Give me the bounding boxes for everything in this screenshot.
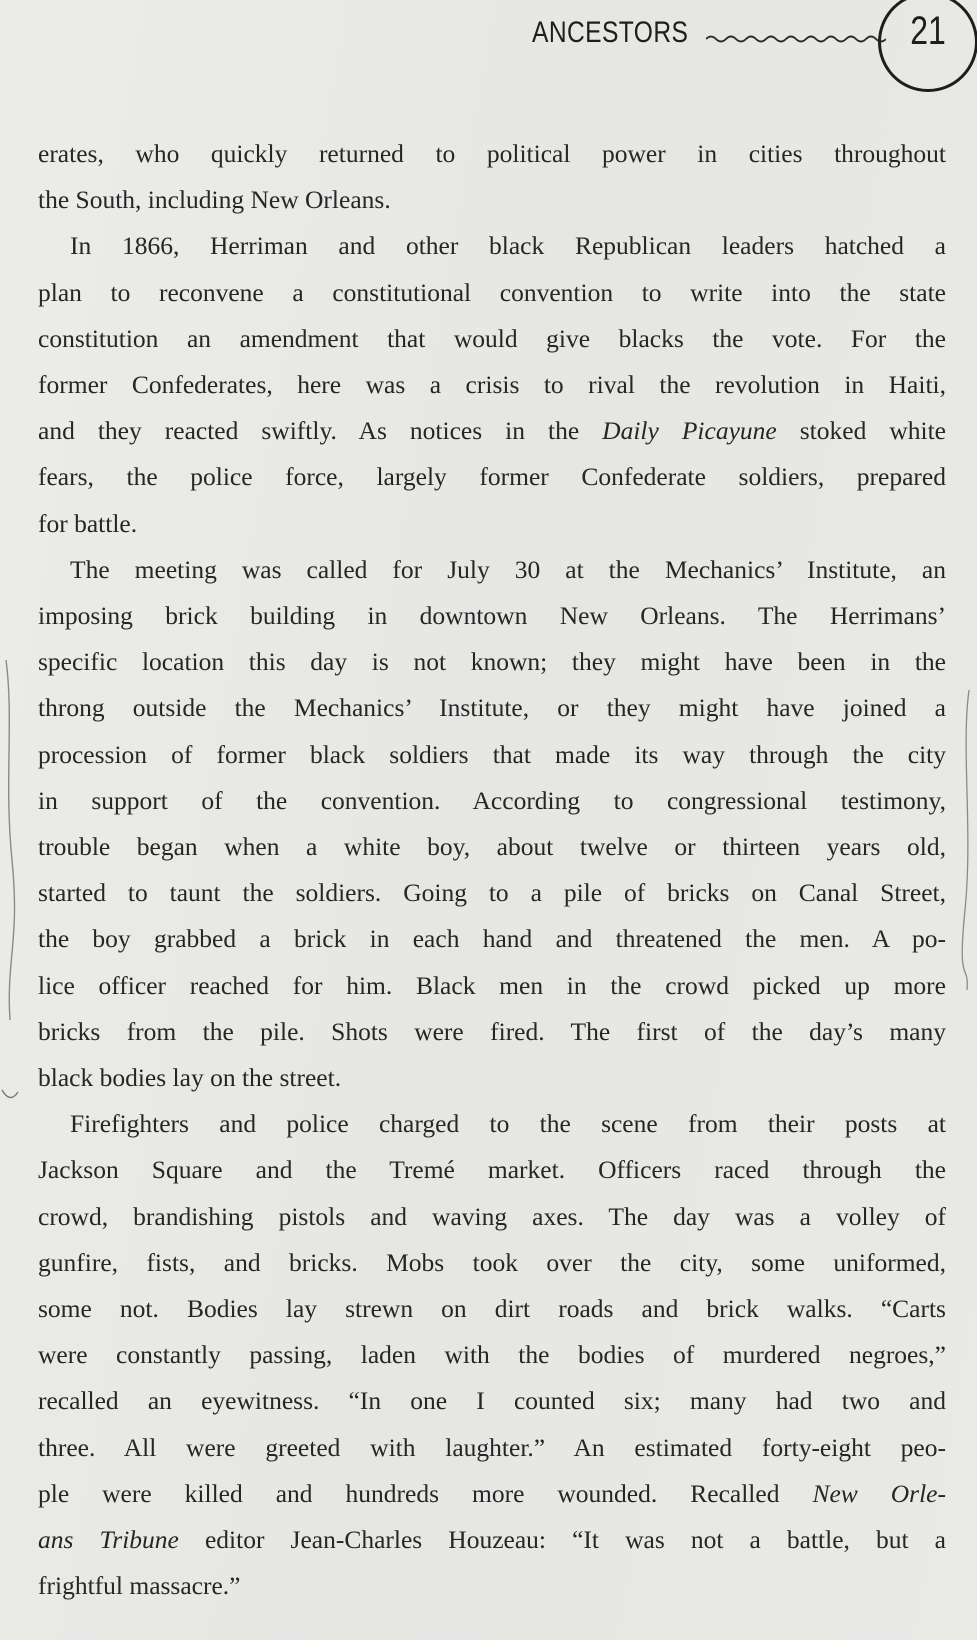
text-line: crowd, brandishing pistols and waving axes. The day was a volley of — [38, 1201, 946, 1231]
text-line: erates, who quickly returned to political power in cities throughout — [38, 139, 946, 168]
text-line: The meeting was called for July 30 at the Mechanics’ Institute, an — [70, 554, 946, 584]
text-line: throng outside the Mechanics’ Institute, or they might have joined a — [38, 693, 946, 723]
text-line: plan to reconvene a constitutional convention to write into the state — [38, 277, 946, 307]
text-line: were constantly passing, laden with the bodies of murdered negroes,” — [38, 1340, 946, 1370]
wavy-rule-icon — [706, 24, 886, 54]
text-line: gunfire, fists, and bricks. Mobs took over the city, some uniformed, — [38, 1247, 946, 1277]
paragraph — [38, 223, 946, 546]
text-line: fears, the police force, largely former Confederate soldiers, prepared — [38, 462, 946, 492]
text-line: ans Tribune editor Jean-Charles Houzeau: “It was not a battle, but a — [38, 1525, 946, 1555]
page-number: 21 — [910, 9, 946, 53]
text-line: and they reacted swiftly. As notices in the Daily Picayune stoked white — [38, 416, 946, 446]
text-line: started to taunt the soldiers. Going to a pile of bricks on Canal Street, — [38, 878, 946, 908]
text-line: lice officer reached for him. Black men in the crowd picked up more — [38, 970, 946, 1000]
text-line: black bodies lay on the street. — [38, 1063, 342, 1093]
pencil-margin-mark-right-icon — [955, 690, 977, 990]
text-line: bricks from the pile. Shots were fired. The first of the day’s many — [38, 1016, 946, 1046]
body-text — [38, 131, 946, 1610]
pencil-margin-mark-icon — [0, 660, 30, 1120]
text-line: ple were killed and hundreds more wounded. Recalled New Orle- — [38, 1478, 946, 1508]
text-line: some not. Bodies lay strewn on dirt roads and brick walks. “Carts — [38, 1294, 946, 1324]
italic-title: New Orle- — [812, 1478, 946, 1508]
text-line: for battle. — [38, 508, 138, 538]
text-line: imposing brick building in downtown New Orleans. The Herrimans’ — [38, 601, 946, 631]
text-line: constitution an amendment that would give blacks the vote. For the — [38, 323, 946, 353]
text-line: the boy grabbed a brick in each hand and threatened the men. A po- — [38, 924, 946, 954]
paragraph — [38, 1101, 946, 1609]
page-number-badge — [878, 0, 977, 92]
paragraph — [38, 547, 946, 1101]
italic-title: Daily Picayune — [602, 416, 777, 446]
running-head: ANCESTORS — [532, 16, 689, 49]
text-line: frightful massacre.” — [38, 1571, 241, 1601]
text-line: specific location this day is not known; they might have been in the — [38, 647, 946, 677]
italic-title: ans Tribune — [38, 1525, 179, 1555]
text-line: Jackson Square and the Tremé market. Officers raced through the — [38, 1155, 946, 1185]
text-line: the South, including New Orleans. — [38, 185, 391, 215]
text-line: In 1866, Herriman and other black Republican leaders hatched a — [70, 231, 946, 261]
text-line: Firefighters and police charged to the scene from their posts at — [70, 1109, 946, 1139]
text-line: former Confederates, here was a crisis to rival the revolution in Haiti, — [38, 370, 946, 400]
text-line: in support of the convention. According to congressional testimony, — [38, 785, 946, 815]
paragraph — [38, 131, 946, 223]
text-line: trouble began when a white boy, about twelve or thirteen years old, — [38, 832, 946, 862]
text-line: recalled an eyewitness. “In one I counted six; many had two and — [38, 1386, 946, 1416]
text-line: three. All were greeted with laughter.” An estimated forty-eight peo- — [38, 1432, 946, 1462]
page-header — [0, 0, 977, 120]
text-line: procession of former black soldiers that made its way through the city — [38, 739, 946, 769]
